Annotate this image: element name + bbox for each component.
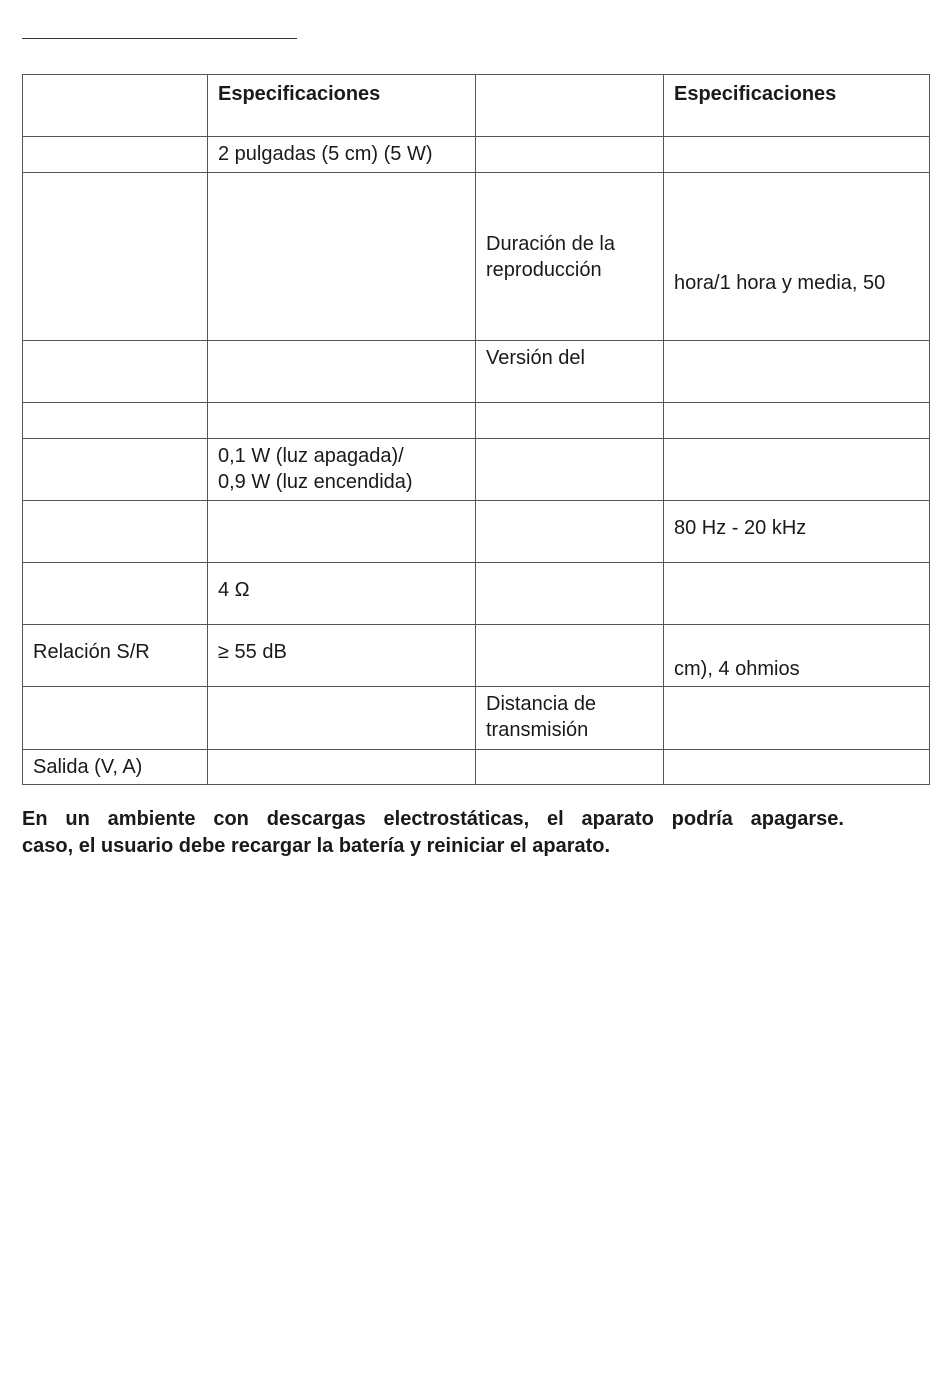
table-cell: Salida (V, A) — [23, 750, 208, 785]
table-cell — [476, 137, 664, 173]
table-row — [23, 625, 930, 687]
table-cell: 0,1 W (luz apagada)/ 0,9 W (luz encendida) — [208, 439, 476, 501]
table-row — [23, 403, 930, 439]
table-cell: ≥ 55 dB — [208, 625, 476, 687]
table-cell — [476, 625, 664, 687]
table-cell: cm), 4 ohmios — [664, 625, 930, 687]
table-row — [23, 341, 930, 403]
table-row — [23, 750, 930, 785]
table-cell — [23, 403, 208, 439]
column-header: Especificaciones — [664, 75, 930, 137]
table-cell — [664, 341, 930, 403]
note-line: caso, el usuario debe recargar la batería y reiniciar el aparato. — [22, 835, 611, 857]
table-cell — [208, 403, 476, 439]
table-cell: Duración de la reproducción — [476, 173, 664, 341]
table-cell — [476, 750, 664, 785]
table-cell — [664, 687, 930, 750]
table-cell — [476, 563, 664, 625]
table-cell — [664, 750, 930, 785]
table-cell — [23, 439, 208, 501]
table-cell: 2 pulgadas (5 cm) (5 W) — [208, 137, 476, 173]
table-cell: Relación S/R — [23, 625, 208, 687]
table-row — [23, 687, 930, 750]
table-cell — [23, 137, 208, 173]
table-cell — [208, 687, 476, 750]
table-cell: 4 Ω — [208, 563, 476, 625]
column-header: Especificaciones — [208, 75, 476, 137]
table-cell — [664, 563, 930, 625]
table-cell — [23, 501, 208, 563]
table-row — [23, 501, 930, 563]
table-row — [23, 563, 930, 625]
table-cell — [476, 501, 664, 563]
table-cell — [476, 439, 664, 501]
note-line: En un ambiente con descargas electrostáticas, el aparato podría apagarse. — [22, 808, 844, 830]
table-cell — [23, 687, 208, 750]
table-row — [23, 173, 930, 341]
table-cell — [208, 173, 476, 341]
table-row — [23, 137, 930, 173]
header-rule — [22, 38, 297, 39]
table-cell: hora/1 hora y media, 50 — [664, 173, 930, 341]
table-cell — [23, 75, 208, 137]
specifications-table — [22, 74, 930, 785]
table-cell — [23, 173, 208, 341]
table-cell — [664, 439, 930, 501]
esd-warning-note — [22, 806, 844, 860]
table-cell — [23, 341, 208, 403]
table-cell — [664, 137, 930, 173]
table-row — [23, 439, 930, 501]
table-cell — [664, 403, 930, 439]
table-cell — [208, 501, 476, 563]
table-cell — [476, 403, 664, 439]
table-cell: Distancia de transmisión — [476, 687, 664, 750]
table-cell — [208, 750, 476, 785]
table-cell: Versión del — [476, 341, 664, 403]
table-cell — [476, 75, 664, 137]
table-cell — [23, 563, 208, 625]
table-cell — [208, 341, 476, 403]
table-cell: 80 Hz - 20 kHz — [664, 501, 930, 563]
table-row — [23, 75, 930, 137]
